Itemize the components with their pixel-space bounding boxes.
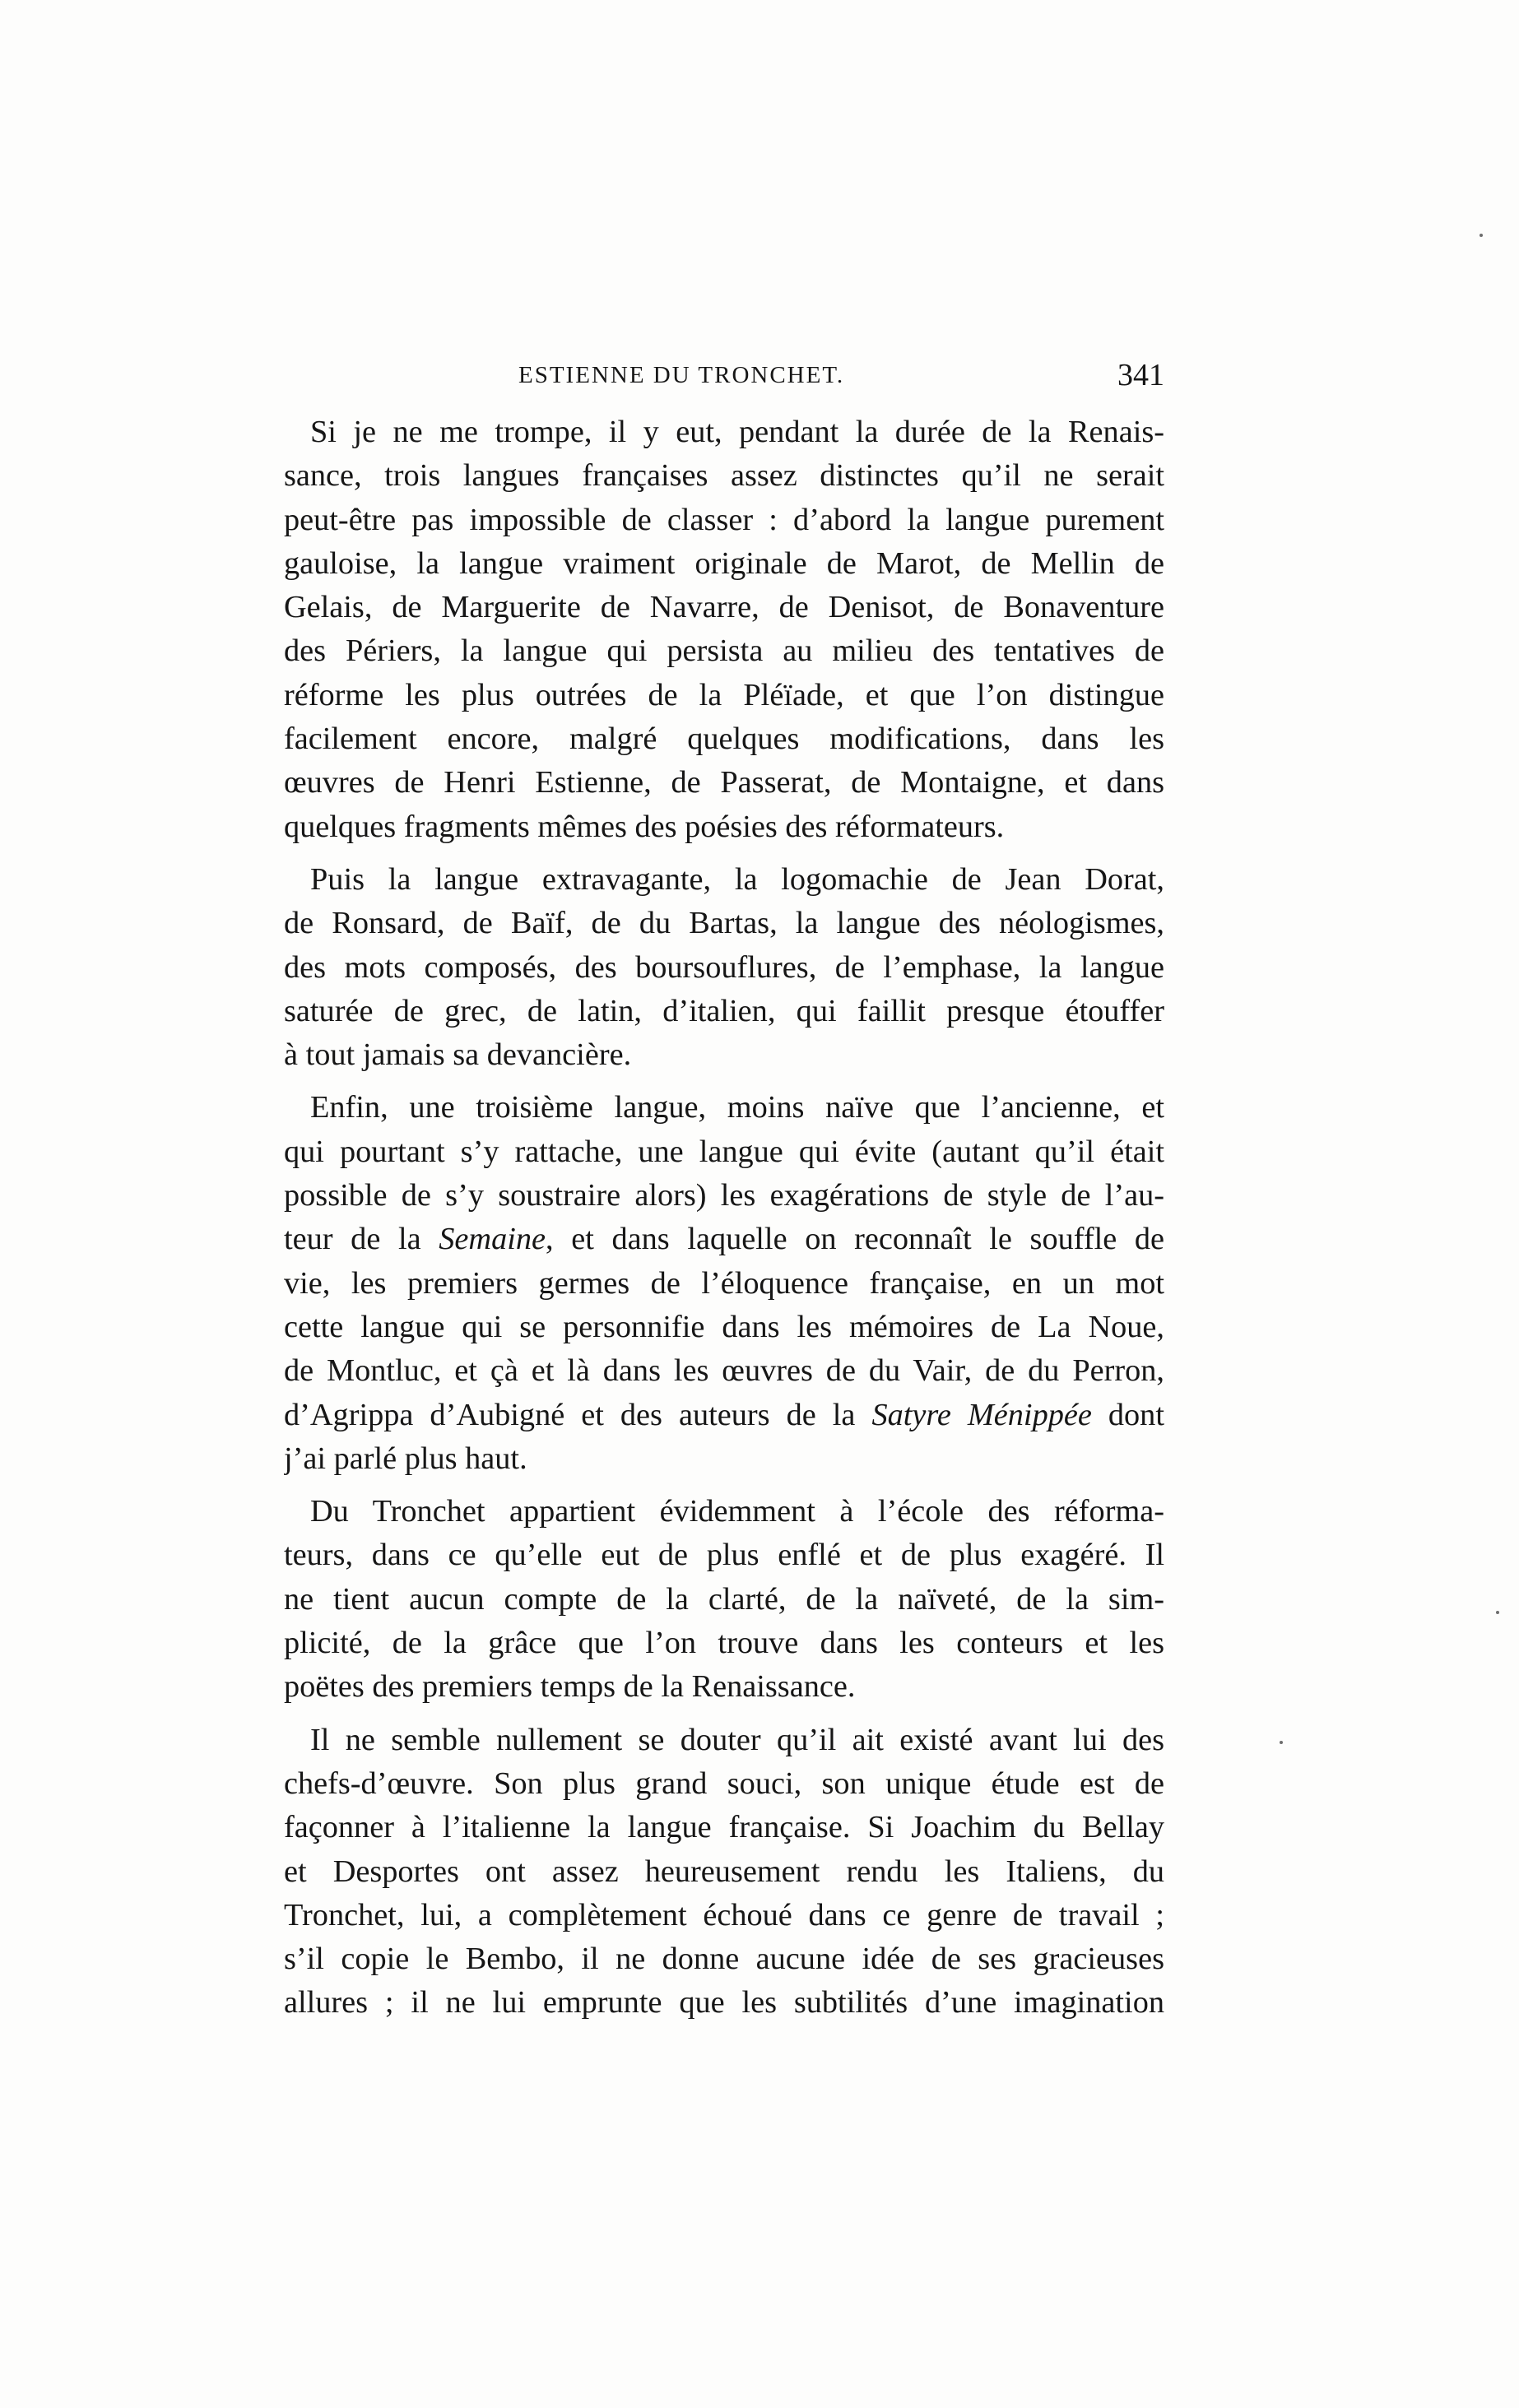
text-line (284, 1218, 1164, 1261)
paper-speck (1280, 1741, 1283, 1744)
paragraph-2 (284, 858, 1164, 1077)
text-line: plicité, de la grâce que l’on trouve dans les conteurs et les (284, 1626, 1164, 1661)
text-line: s’il copie le Bembo, il ne donne aucune idée de ses gracieuses (284, 1942, 1164, 1977)
text-line: à tout jamais sa devancière. (284, 1037, 632, 1073)
text-line: qui pourtant s’y rattache, une langue qui évite (autant qu’il était (284, 1134, 1164, 1169)
text-line: ne tient aucun compte de la clarté, de la naïveté, de la sim- (284, 1581, 1164, 1617)
page-header (284, 357, 1164, 400)
text-line: des mots composés, des boursouflures, de l’emphase, la langue (284, 949, 1164, 985)
text-segment: dont (1091, 1397, 1164, 1432)
text-line: facilement encore, malgré quelques modifications, dans les (284, 721, 1164, 757)
text-line (284, 1394, 1164, 1437)
text-line: possible de s’y soustraire alors) les exagérations de style de l’au- (284, 1178, 1164, 1213)
text-segment: d’Agrippa d’Aubigné et des auteurs de la (284, 1397, 872, 1432)
body-text (284, 411, 1164, 2035)
italic-title: Semaine (439, 1222, 546, 1257)
text-line: poëtes des premiers temps de la Renaissance. (284, 1669, 856, 1705)
page-number: 341 (1117, 358, 1164, 392)
text-line: réforme les plus outrées de la Pléïade, et que l’on distingue (284, 677, 1164, 712)
text-line: peut-être pas impossible de classer : d’abord la langue purement (284, 502, 1164, 537)
paragraph-4 (284, 1490, 1164, 1709)
text-segment: , et dans laquelle on reconnaît le souffle de (546, 1222, 1164, 1257)
paper-speck (1480, 234, 1483, 237)
paragraph-1 (284, 411, 1164, 849)
text-line: Puis la langue extravagante, la logomachie de Jean Dorat, (310, 861, 1164, 897)
running-head: ESTIENNE DU TRONCHET. (518, 362, 845, 388)
text-line: Si je ne me trompe, il y eut, pendant la durée de la Renais- (310, 415, 1164, 449)
text-line: façonner à l’italienne la langue française. Si Joachim du Bellay (284, 1810, 1164, 1845)
text-line: et Desportes ont assez heureusement rendu les Italiens, du (284, 1854, 1164, 1889)
text-line: gauloise, la langue vraiment originale de Marot, de Mellin de (284, 545, 1164, 581)
paragraph-5 (284, 1719, 1164, 2025)
text-line: Du Tronchet appartient évidemment à l’école des réforma- (310, 1494, 1164, 1529)
paper-speck (1496, 1611, 1499, 1614)
text-line: j’ai parlé plus haut. (284, 1441, 527, 1476)
text-line: cette langue qui se personnifie dans les mémoires de La Noue, (284, 1309, 1164, 1344)
italic-title: Satyre Ménippée (871, 1397, 1092, 1432)
text-line: de Ronsard, de Baïf, de du Bartas, la langue des néologismes, (284, 906, 1164, 941)
text-line: allures ; il ne lui emprunte que les subtilités d’une imagination (284, 1985, 1164, 2021)
text-line: œuvres de Henri Estienne, de Passerat, de Montaigne, et dans (284, 765, 1164, 800)
text-line: chefs-d’œuvre. Son plus grand souci, son unique étude est de (284, 1765, 1164, 1801)
text-line: Enfin, une troisième langue, moins naïve que l’ancienne, et (310, 1090, 1164, 1125)
text-segment: teur de la (284, 1222, 439, 1257)
text-line: quelques fragments mêmes des poésies des réformateurs. (284, 809, 1005, 844)
text-line: des Périers, la langue qui persista au milieu des tentatives de (284, 633, 1164, 669)
paragraph-3 (284, 1086, 1164, 1481)
text-line: saturée de grec, de latin, d’italien, qui faillit presque étouffer (284, 993, 1164, 1028)
text-line: Il ne semble nullement se douter qu’il ait existé avant lui des (310, 1722, 1164, 1757)
text-line: de Montluc, et çà et là dans les œuvres de du Vair, de du Perron, (284, 1353, 1164, 1389)
text-line: teurs, dans ce qu’elle eut de plus enflé et de plus exagéré. Il (284, 1538, 1164, 1573)
text-line: Tronchet, lui, a complètement échoué dans ce genre de travail ; (284, 1897, 1164, 1932)
text-line: vie, les premiers germes de l’éloquence française, en un mot (284, 1265, 1164, 1301)
text-line: Gelais, de Marguerite de Navarre, de Denisot, de Bonaventure (284, 590, 1164, 625)
text-line: sance, trois langues françaises assez distinctes qu’il ne serait (284, 458, 1164, 494)
